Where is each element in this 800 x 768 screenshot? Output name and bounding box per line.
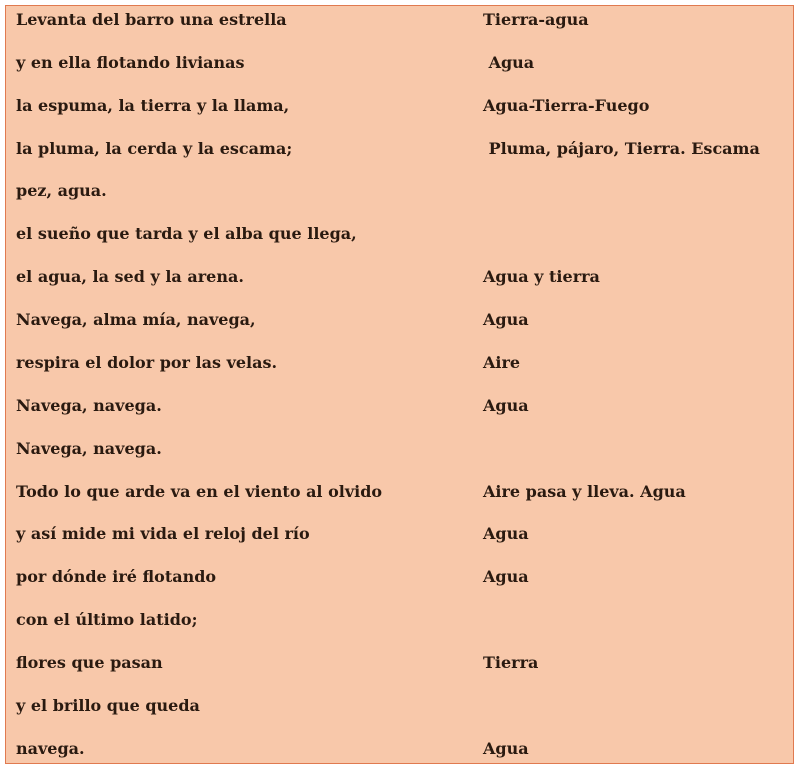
table-row [6, 8, 793, 32]
element-annotation: Agua [483, 53, 535, 72]
poem-table [5, 5, 794, 764]
table-row [6, 179, 793, 203]
table-row [6, 265, 793, 289]
element-annotation: Agua [483, 739, 529, 758]
verse-text: el agua, la sed y la arena. [16, 267, 244, 286]
table-row [6, 694, 793, 718]
verse-text: respira el dolor por las velas. [16, 353, 278, 372]
verse-text: Navega, navega. [16, 396, 162, 415]
element-annotation: Pluma, pájaro, Tierra. Escama [483, 139, 760, 158]
element-annotation: Agua-Tierra-Fuego [483, 96, 650, 115]
table-row [6, 51, 793, 75]
table-row [6, 565, 793, 589]
element-annotation: Aire pasa y lleva. Agua [483, 482, 686, 501]
verse-text: y así mide mi vida el reloj del río [16, 524, 310, 543]
verse-text: la pluma, la cerda y la escama; [16, 139, 293, 158]
verse-text: flores que pasan [16, 653, 163, 672]
element-annotation: Tierra [483, 653, 539, 672]
table-row [6, 651, 793, 675]
table-row [6, 522, 793, 546]
table-row [6, 308, 793, 332]
verse-text: navega. [16, 739, 85, 758]
element-annotation: Agua [483, 396, 529, 415]
verse-text: Navega, alma mía, navega, [16, 310, 256, 329]
table-row [6, 351, 793, 375]
verse-text: pez, agua. [16, 181, 107, 200]
verse-text: Todo lo que arde va en el viento al olvido [16, 482, 383, 501]
verse-text: y en ella flotando livianas [16, 53, 245, 72]
element-annotation: Agua [483, 567, 529, 586]
verse-text: el sueño que tarda y el alba que llega, [16, 224, 357, 243]
element-annotation: Agua y tierra [483, 267, 600, 286]
verse-text: por dónde iré flotando [16, 567, 217, 586]
verse-text: Levanta del barro una estrella [16, 10, 287, 29]
table-row [6, 394, 793, 418]
element-annotation: Agua [483, 310, 529, 329]
table-row [6, 737, 793, 761]
verse-text: Navega, navega. [16, 439, 162, 458]
element-annotation: Aire [483, 353, 521, 372]
verse-text: y el brillo que queda [16, 696, 200, 715]
verse-text: con el último latido; [16, 610, 198, 629]
table-row [6, 137, 793, 161]
verse-text: la espuma, la tierra y la llama, [16, 96, 290, 115]
element-annotation: Tierra-agua [483, 10, 589, 29]
table-row [6, 480, 793, 504]
table-row [6, 608, 793, 632]
table-row [6, 437, 793, 461]
table-row [6, 222, 793, 246]
table-row [6, 94, 793, 118]
element-annotation: Agua [483, 524, 529, 543]
